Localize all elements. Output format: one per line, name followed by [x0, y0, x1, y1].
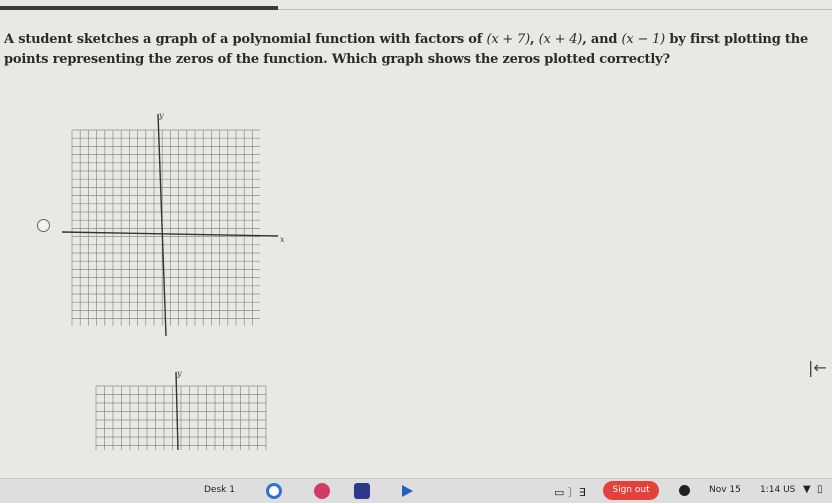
- grid-b: [96, 386, 266, 450]
- answer-choice-a-graph[interactable]: [60, 108, 290, 340]
- factor-3: (x − 1): [621, 32, 666, 47]
- top-rule-dark: [0, 6, 278, 10]
- sign-out-button[interactable]: Sign out: [603, 481, 659, 500]
- question-text-before: A student sketches a graph of a polynomial function with factors of: [4, 32, 483, 47]
- answer-choice-a-radio[interactable]: [37, 219, 50, 232]
- photos-icon[interactable]: [314, 483, 330, 499]
- tray-icons[interactable]: ▭ 〕∃: [554, 486, 586, 499]
- y-axis-label-b: y: [177, 370, 182, 378]
- classroom-icon[interactable]: [354, 483, 370, 499]
- y-axis-label-a: y: [159, 111, 164, 120]
- taskbar: [0, 478, 832, 503]
- and-word: , and: [582, 32, 618, 47]
- time-label[interactable]: 1:14 US: [760, 485, 796, 495]
- collapse-left-icon[interactable]: |←: [808, 358, 827, 377]
- notification-icon[interactable]: [679, 485, 690, 496]
- x-axis-label-a: x: [280, 235, 285, 244]
- grid-a: [72, 130, 260, 326]
- top-rule-light: [278, 9, 832, 10]
- battery-icon[interactable]: ▯: [817, 484, 823, 495]
- desk-label[interactable]: Desk 1: [204, 485, 235, 495]
- chrome-icon[interactable]: [266, 483, 282, 499]
- answer-choice-b-graph[interactable]: [92, 370, 272, 452]
- play-icon[interactable]: [400, 484, 414, 498]
- factor-1: (x + 7): [486, 32, 531, 47]
- y-axis-b: [176, 372, 178, 450]
- question-text-after: by first plotting the points representing the zeros of the function. Which graph shows the zeros plotted correctly?: [4, 32, 809, 67]
- question-text: A student sketches a graph of a polynomial function with factors of (x + 7), (x + 4), and (x − 1) by first plotting the points representing the zeros of the function. Which graph shows the zeros plotted correctly?: [4, 32, 809, 67]
- wifi-icon[interactable]: ▼: [803, 484, 811, 495]
- factor-2: (x + 4): [538, 32, 583, 47]
- date-label: Nov 15: [709, 485, 741, 495]
- x-axis-a: [62, 232, 278, 236]
- page-top-rule: [0, 0, 832, 10]
